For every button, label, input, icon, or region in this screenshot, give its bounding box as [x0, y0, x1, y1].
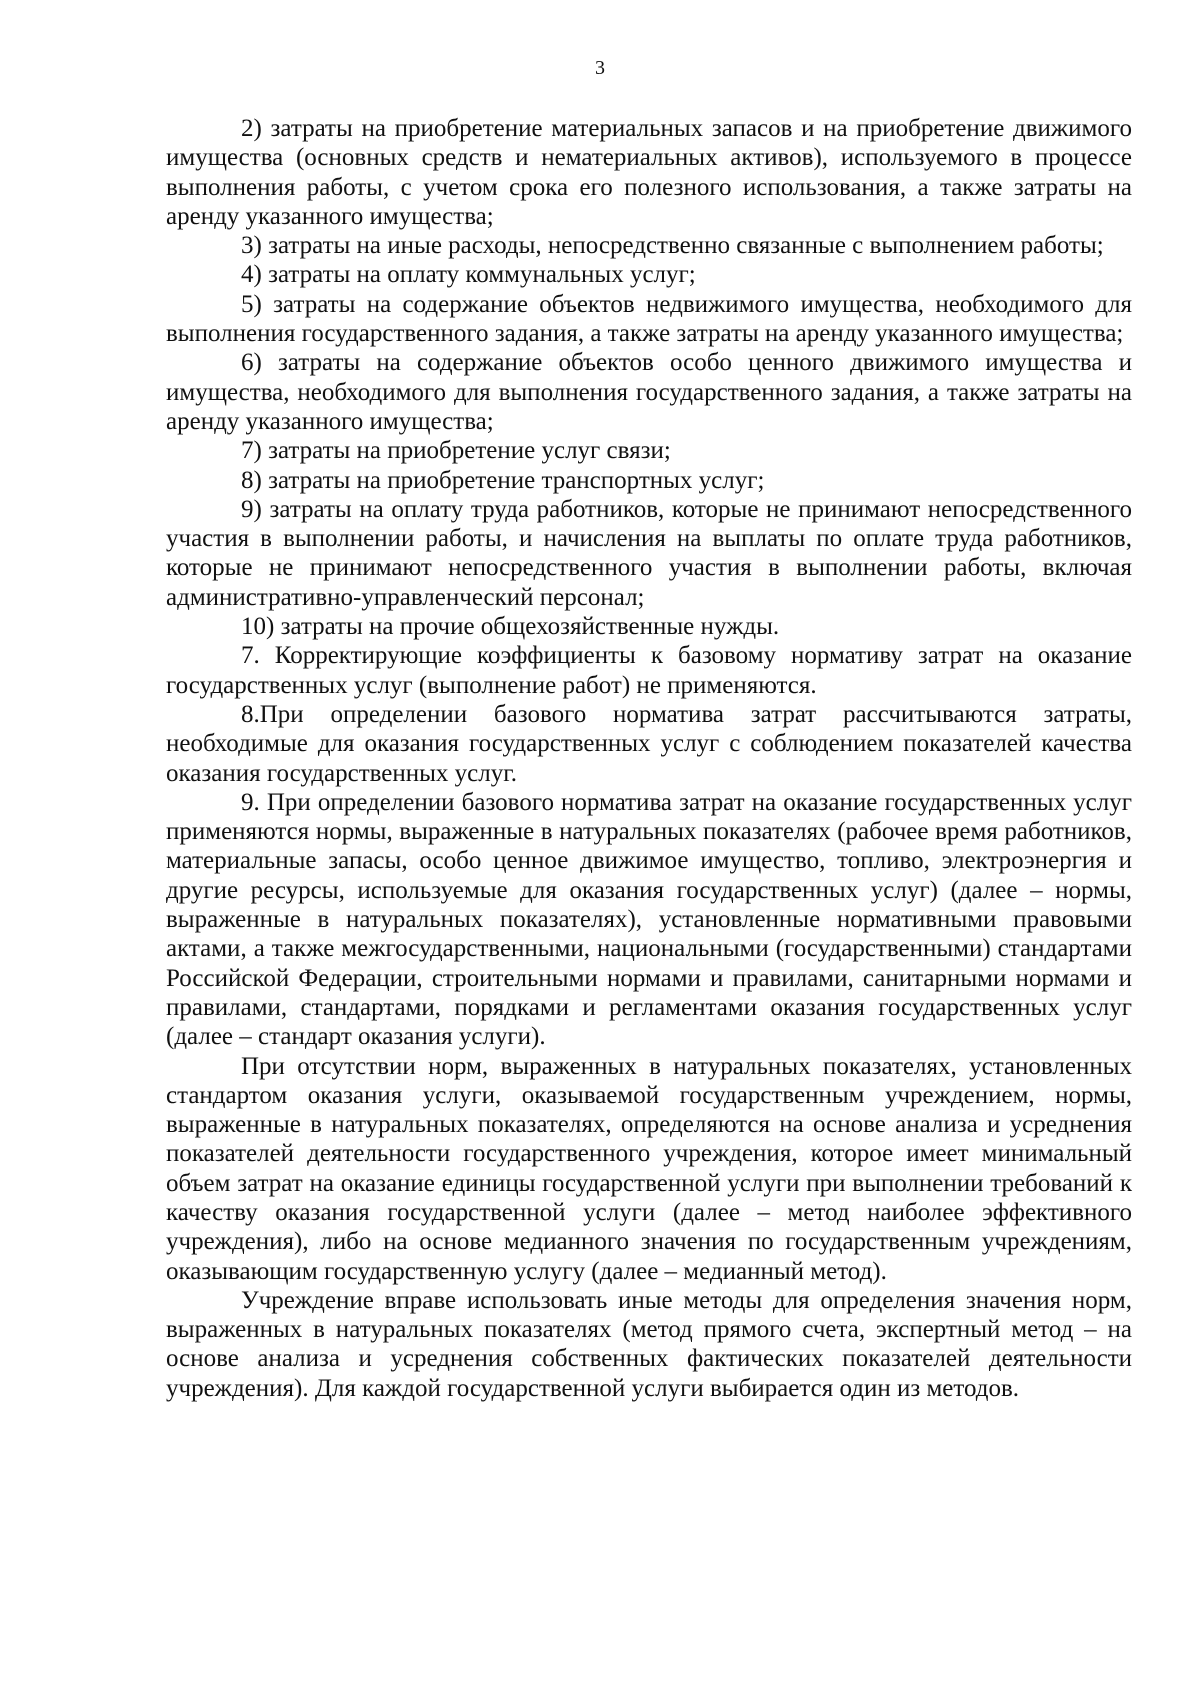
- paragraph-item-4: 4) затраты на оплату коммунальных услуг;: [241, 261, 696, 289]
- paragraph-item-9: 9) затраты на оплату труда работников, которые не принимают непосредственного участия в выполнении работы, и начисления на выплаты по оплате труда работников, которые не принимают непосредственного участия в выполнении работы, включая административно-управленческий персонал;: [166, 495, 1132, 611]
- paragraph-item-5: 5) затраты на содержание объектов недвижимого имущества, необходимого для выполнения государственного задания, а также затраты на аренду указанного имущества;: [166, 290, 1132, 348]
- paragraph-clause-8: 8.При определении базового норматива затрат рассчитываются затраты, необходимые для оказания государственных услуг с соблюдением показателей качества оказания государственных услуг.: [166, 700, 1132, 787]
- document-body: [166, 114, 1132, 1403]
- paragraph-item-8: 8) затраты на приобретение транспортных услуг;: [241, 466, 765, 494]
- paragraph-item-2: 2) затраты на приобретение материальных запасов и на приобретение движимого имущества (основных средств и нематериальных активов), используемого в процессе выполнения работы, с учетом срока его полезного использования, а также затраты на аренду указанного имущества;: [166, 115, 1132, 230]
- paragraph-absent-norms: При отсутствии норм, выраженных в натуральных показателях, установленных стандартом оказания услуги, оказываемой государственным учреждением, нормы, выраженные в натуральных показателях, определяются на основе анализа и усреднения показателей деятельности государственного учреждения, которое имеет минимальный объем затрат на оказание единицы государственной услуги при выполнении требований к качеству оказания государственной услуги (далее – метод наиболее эффективного учреждения), либо на основе медианного значения по государственным учреждениям, оказывающим государственную услугу (далее – медианный метод).: [166, 1052, 1132, 1285]
- paragraph-other-methods: Учреждение вправе использовать иные методы для определения значения норм, выраженных в натуральных показателях (метод прямого счета, экспертный метод – на основе анализа и усреднения собственных фактических показателей деятельности учреждения). Для каждой государственной услуги выбирается один из методов.: [166, 1286, 1132, 1402]
- paragraph-item-7: 7) затраты на приобретение услуг связи;: [241, 437, 671, 465]
- paragraph-item-6: 6) затраты на содержание объектов особо ценного движимого имущества и имущества, необходимого для выполнения государственного задания, а также затраты на аренду указанного имущества;: [166, 349, 1132, 435]
- paragraph-clause-7: 7. Корректирующие коэффициенты к базовому нормативу затрат на оказание государственных услуг (выполнение работ) не применяются.: [166, 642, 1132, 699]
- page-number: 3: [595, 57, 605, 79]
- paragraph-clause-9: 9. При определении базового норматива затрат на оказание государственных услуг применяются нормы, выраженные в натуральных показателях (рабочее время работников, материальные запасы, особо ценное движимое имущество, топливо, электроэнергия и другие ресурсы, используемые для оказания государственных услуг) (далее – нормы, выраженные в натуральных показателях), установленные нормативными правовыми актами, а также межгосударственными, национальными (государственными) стандартами Российской Федерации, строительными нормами и правилами, санитарными нормами и правилами, стандартами, порядками и регламентами оказания государственных услуг (далее – стандарт оказания услуги).: [166, 788, 1132, 1051]
- paragraph-item-10: 10) затраты на прочие общехозяйственные нужды.: [241, 613, 780, 641]
- paragraph-item-3: 3) затраты на иные расходы, непосредственно связанные с выполнением работы;: [241, 232, 1104, 260]
